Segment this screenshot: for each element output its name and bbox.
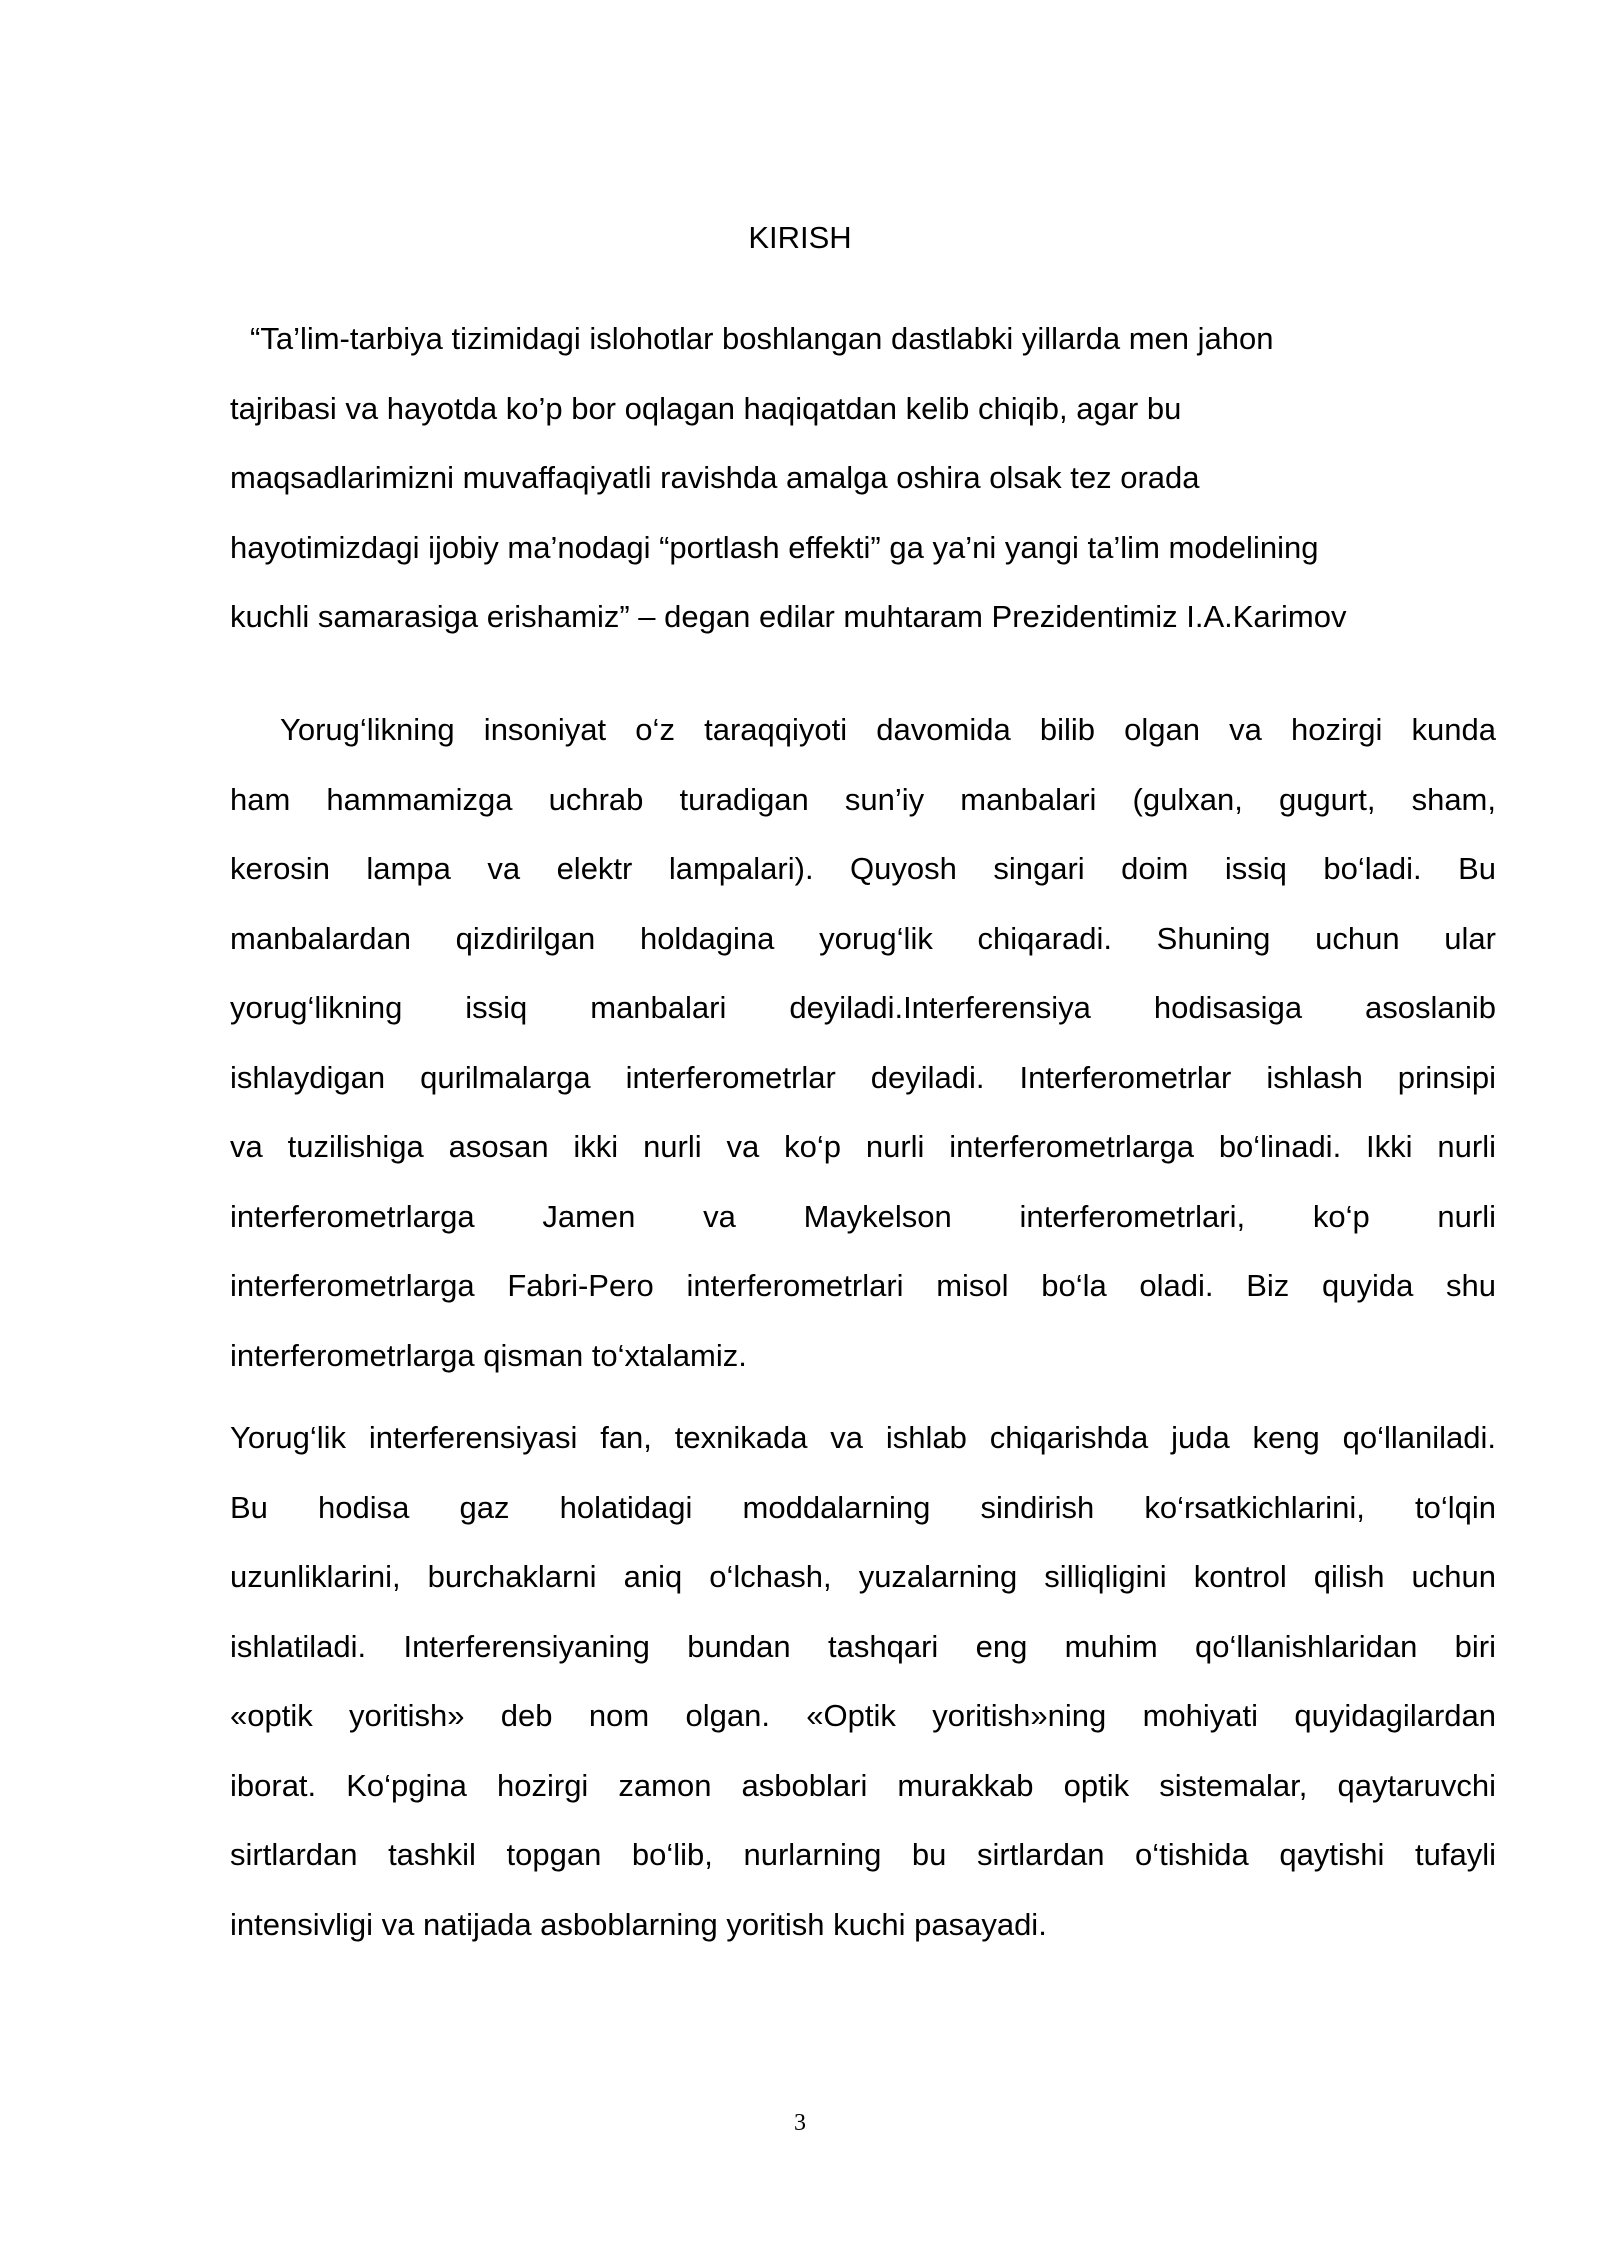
- quote-line: maqsadlarimizni muvaffaqiyatli ravishda amalga oshira olsak tez orada: [230, 460, 1200, 495]
- president-quote: [230, 304, 1510, 652]
- paragraph-line: va tuzilishiga asosan ikki nurli va ko‘p nurli interferometrlarga bo‘linadi. Ikki nurli: [230, 1129, 1496, 1164]
- paragraph-line: ham hammamizga uchrab turadigan sun’iy manbalari (gulxan, gugurt, sham,: [230, 781, 1496, 817]
- page-number: 3: [794, 2110, 806, 2136]
- paragraph-line: Yorug‘likning insoniyat o‘z taraqqiyoti davomida bilib olgan va hozirgi kunda: [280, 712, 1496, 747]
- paragraph-line: ishlatiladi. Interferensiyaning bundan tashqari eng muhim qo‘llanishlaridan biri: [230, 1628, 1496, 1664]
- paragraph-interference-uses: [230, 1403, 1496, 1959]
- quote-line: kuchli samarasiga erishamiz” – degan edilar muhtaram Prezidentimiz I.A.Karimov: [230, 599, 1347, 634]
- paragraph-line: interferometrlarga Jamen va Maykelson interferometrlari, ko‘p nurli: [230, 1198, 1496, 1234]
- paragraph-line: intensivligi va natijada asboblarning yoritish kuchi pasayadi.: [230, 1906, 1047, 1942]
- paragraph-line: uzunliklarini, burchaklarni aniq o‘lchash, yuzalarning silliqligini kontrol qilish uchun: [230, 1559, 1496, 1594]
- paragraph-line: ishlaydigan qurilmalarga interferometrlar deyiladi. Interferometrlar ishlash prinsipi: [230, 1059, 1496, 1095]
- paragraph-line: Yorug‘lik interferensiyasi fan, texnikada va ishlab chiqarishda juda keng qo‘llaniladi.: [230, 1420, 1496, 1455]
- paragraph-line: interferometrlarga Fabri-Pero interferometrlari misol bo‘la oladi. Biz quyida shu: [230, 1268, 1496, 1303]
- paragraph-line: yorug‘likning issiq manbalari deyiladi.Interferensiya hodisasiga asoslanib: [230, 990, 1496, 1025]
- quote-line: “Ta’lim-tarbiya tizimidagi islohotlar boshlangan dastlabki yillarda men jahon: [250, 321, 1274, 356]
- section-heading: KIRISH: [748, 220, 852, 255]
- paragraph-line: sirtlardan tashkil topgan bo‘lib, nurlarning bu sirtlardan o‘tishida qaytishi tufayli: [230, 1837, 1496, 1872]
- paragraph-line: kerosin lampa va elektr lampalari). Quyosh singari doim issiq bo‘ladi. Bu: [230, 851, 1496, 886]
- paragraph-light-sources: [230, 695, 1496, 1390]
- paragraph-line: iborat. Ko‘pgina hozirgi zamon asboblari murakkab optik sistemalar, qaytaruvchi: [230, 1767, 1496, 1803]
- paragraph-line: Bu hodisa gaz holatidagi moddalarning sindirish ko‘rsatkichlarini, to‘lqin: [230, 1489, 1496, 1525]
- quote-line: hayotimizdagi ijobiy ma’nodagi “portlash effekti” ga ya’ni yangi ta’lim modelining: [230, 529, 1319, 565]
- paragraph-line: «optik yoritish» deb nom olgan. «Optik yoritish»ning mohiyati quyidagilardan: [230, 1698, 1496, 1733]
- paragraph-line: manbalardan qizdirilgan holdagina yorug‘lik chiqaradi. Shuning uchun ular: [230, 920, 1496, 956]
- paragraph-line: interferometrlarga qisman to‘xtalamiz.: [230, 1337, 747, 1373]
- quote-line: tajribasi va hayotda ko’p bor oqlagan haqiqatdan kelib chiqib, agar bu: [230, 390, 1182, 426]
